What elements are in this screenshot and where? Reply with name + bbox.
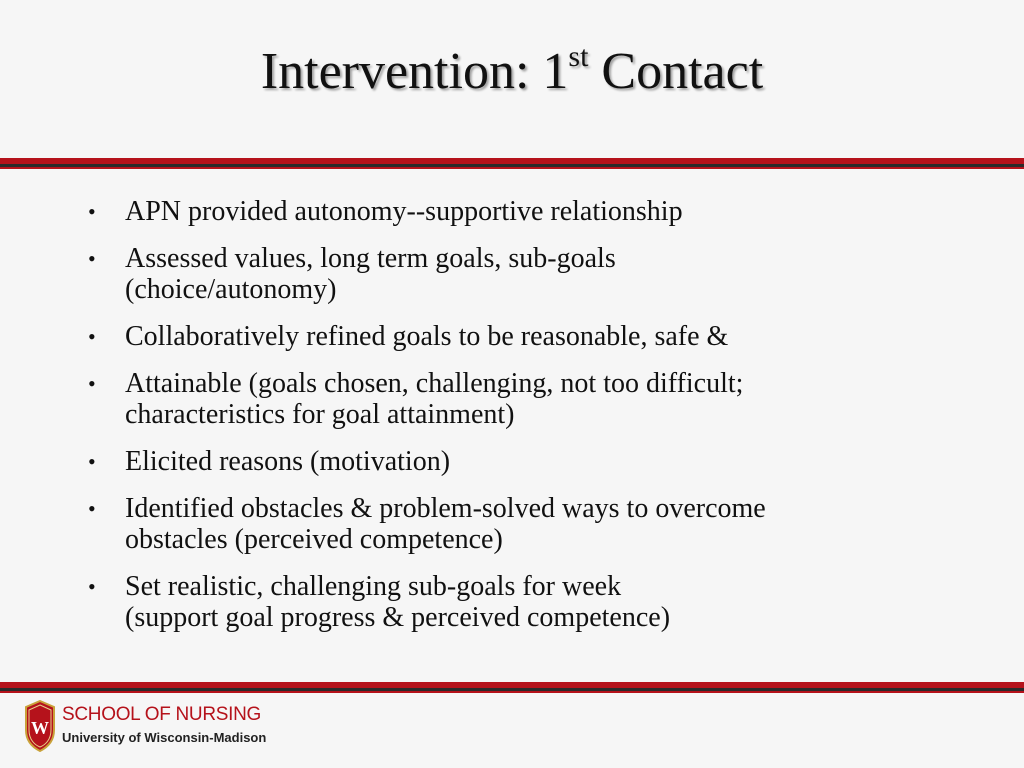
crest-letter: W — [31, 718, 49, 738]
top-divider — [0, 158, 1024, 169]
logo-university-name: University of Wisconsin-Madison — [62, 730, 267, 745]
title-main: Intervention: 1 — [260, 43, 569, 100]
bullet-text-line: Collaboratively refined goals to be reasonable, safe & — [125, 321, 729, 352]
bullet-dot-icon: • — [88, 246, 96, 271]
bullet-item — [88, 571, 968, 633]
bullet-text-line: obstacles (perceived competence) — [125, 524, 503, 555]
bullet-text-line: (choice/autonomy) — [125, 274, 337, 305]
title-superscript: st — [568, 40, 589, 73]
bullet-text-line: Set realistic, challenging sub-goals for week — [125, 571, 622, 602]
bullet-text-line: APN provided autonomy--supportive relationship — [125, 196, 683, 227]
uw-crest-icon — [24, 700, 56, 752]
bullet-text-line: (support goal progress & perceived competence) — [125, 602, 671, 633]
bullet-item — [88, 243, 968, 305]
title-rest: Contact — [588, 43, 764, 100]
bullet-text-line: Identified obstacles & problem-solved ways to overcome — [125, 493, 766, 524]
bullet-text-line: Assessed values, long term goals, sub-goals — [125, 243, 616, 274]
bullet-dot-icon: • — [88, 449, 96, 474]
bottom-divider — [0, 682, 1024, 693]
bullet-list — [88, 196, 968, 649]
bullet-text-line: Attainable (goals chosen, challenging, not too difficult; — [125, 368, 744, 399]
bullet-dot-icon: • — [88, 574, 96, 599]
bullet-item — [88, 368, 968, 430]
bullet-item — [88, 493, 968, 555]
slide-title — [0, 40, 1024, 100]
bullet-dot-icon: • — [88, 371, 96, 396]
bullet-dot-icon: • — [88, 199, 96, 224]
bullet-item — [88, 196, 968, 227]
bullet-dot-icon: • — [88, 496, 96, 521]
bullet-text-line: characteristics for goal attainment) — [125, 399, 515, 430]
school-logo — [24, 700, 304, 756]
bullet-item — [88, 321, 968, 352]
bullet-text-line: Elicited reasons (motivation) — [125, 446, 451, 477]
bullet-item — [88, 446, 968, 477]
logo-school-name: SCHOOL OF NURSING — [62, 704, 261, 725]
bullet-dot-icon: • — [88, 324, 96, 349]
